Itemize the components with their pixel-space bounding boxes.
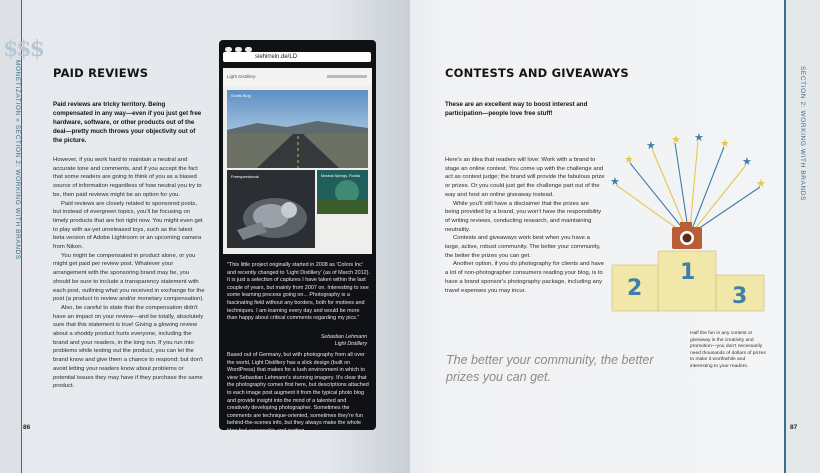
sidebar-quote-attribution	[227, 334, 367, 349]
contests-paragraph: Here's an idea that readers will love: Work with a brand to stage an online contest. You come up with the challenge and act as contest judge; the brand will provide the fabulous prize or prizes. Or you could just get the challenge part out of the way and host an online giveaway instead.	[445, 157, 605, 198]
left-folio: 86	[23, 424, 31, 431]
quote-author: Sebastian Lehmann	[320, 334, 367, 340]
contests-paragraph: While you'll still have a disclaimer that the prizes are being provided by a brand, you won't have the responsibility of writing reviews, conducting research, and maintaining neutrality.	[445, 200, 602, 233]
podium-illustration	[600, 125, 770, 315]
paid-reviews-paragraph: Paid reviews are closely related to sponsored posts, but instead of evergreen topics, you'll be focusing on timely products that are hot right now. You might even get to play with as-yet unreleased toys, such as the latest beta version of Adobe Lightroom or an upcoming camera from Nikon.	[53, 200, 203, 251]
paid-reviews-heading: PAID REVIEWS	[53, 66, 149, 80]
paid-reviews-lead: Paid reviews are tricky territory. Being compensated in any way—even if you just get free hardware, software, or other products out of the deal—pretty much throws your objectivity out of the picture.	[53, 101, 202, 144]
website-logo: Light Distillery	[227, 74, 256, 79]
contests-body	[445, 156, 605, 295]
podium-number: 1	[680, 260, 696, 285]
svg-text:★: ★	[610, 175, 620, 188]
svg-text:★: ★	[624, 153, 634, 166]
svg-text:★: ★	[694, 131, 704, 144]
road-photo	[227, 90, 368, 168]
website-header	[223, 68, 372, 86]
pull-quote: The better your community, the better prizes you can get.	[446, 353, 654, 384]
svg-text:★: ★	[646, 139, 656, 152]
photo-label: Freespeedneuk	[231, 174, 259, 179]
website-screenshot	[223, 68, 372, 254]
springs-photo	[317, 170, 368, 214]
robot-photo	[227, 170, 315, 248]
right-running-head: SECTION 2: WORKING WITH BRANDS	[799, 66, 806, 202]
contests-heading: CONTESTS AND GIVEAWAYS	[445, 66, 629, 80]
podium-number: 2	[627, 276, 643, 301]
light-distillery-sidebar	[219, 40, 376, 434]
contests-paragraph: Contests and giveaways work best when you have a large, active, robust community. The better your community, the better the prizes you can get.	[445, 235, 601, 259]
svg-text:★: ★	[742, 155, 752, 168]
website-nav	[327, 75, 367, 78]
svg-text:★: ★	[671, 133, 681, 146]
paid-reviews-paragraph: Also, be careful to state that the compensation didn't have an impact on your review—and be totally, absolutely sure that this statement is true! Giving a glowing review about a shoddy product hurts everyone, including the brand and your readers, in the long run. If you run into problems while testing out the product, you can let the brand know and give them a chance to respond; but don't avoid letting your readers know about problems or potential issues they may have if they purchase the same product.	[53, 304, 204, 390]
svg-text:★: ★	[756, 177, 766, 190]
illustration-caption: Half the fun in any contest or giveaway is the creativity and promotion—you don't necessarily need thousands of dollars of prizes to make it worthwhile and interesting to your readers.	[690, 331, 766, 369]
paid-reviews-paragraph: However, if you work hard to maintain a neutral and accurate tone and comments, and if you accept the fact that some readers are going to think of you as a biased source of information regardless of how neutral you try to be, then paid reviews might be an option for you.	[53, 157, 202, 198]
contests-paragraph: Another option, if you do photography for clients and have a lot of non-photographer consumers reading your blog, is to have a brand sponsor's photography package, including any travel expenses you may incur.	[445, 261, 604, 294]
photo-label: Gratis Blog	[231, 93, 251, 98]
paid-reviews-body	[53, 156, 205, 391]
podium-icon	[612, 251, 764, 311]
photo-label: Moravia Springs, Florida	[321, 174, 360, 178]
svg-text:★: ★	[720, 137, 730, 150]
left-running-head: MONETIZATION » SECTION 2: WORKING WITH BRANDS	[14, 60, 21, 260]
browser-url: siehirrein.de/LD	[223, 52, 371, 62]
quote-source: Light Distillery	[334, 341, 367, 348]
contests-lead: These are an excellent way to boost interest and participation—people love free stuff!	[445, 101, 588, 117]
dollar-logo-icon: $$$	[3, 36, 43, 62]
right-folio: 87	[790, 424, 798, 431]
star-icon	[610, 131, 766, 190]
firework-rays-icon	[616, 141, 760, 232]
sidebar-body: Based out of Germany, but with photography from all over the world, Light Distillery has a slick design (built on WordPress) that makes for a lush environment in which to view Sebastian Lehmann's stunning imagery. It's clear that the photography comes first here, but descriptions attached to each image post augment it from the typical photo blog and provide insight into the mind of a talented and creatively developing photographer. Sometimes the comments are technique-oriented, sometimes they're fun behind-the-scenes info, but they always make the whole blog feel personable and inviting.	[227, 352, 369, 434]
podium-number: 3	[732, 284, 748, 309]
paid-reviews-paragraph: You might be compensated in product alone, or you might get paid per review post. Whatever your arrangement with the sponsoring brand may be, you should be sure to include a transparency statement with each post, outlining what you received in exchange for the post (a product to review and/or monetary compensation).	[53, 252, 205, 303]
sidebar-quote: "This little project originally started in 2008 as 'Colors Inc' and recently changed to 'Light Distillery' (as of March 2012). It is just a selection of captures I have taken within the last couple of years, but mainly from 2007 on. Interesting to see some learning process going on... Photography is a fascinating field without any borders, both for motives and techniques. I am learning every day and would be more than happy about critical comments regarding my pics."	[227, 262, 370, 322]
